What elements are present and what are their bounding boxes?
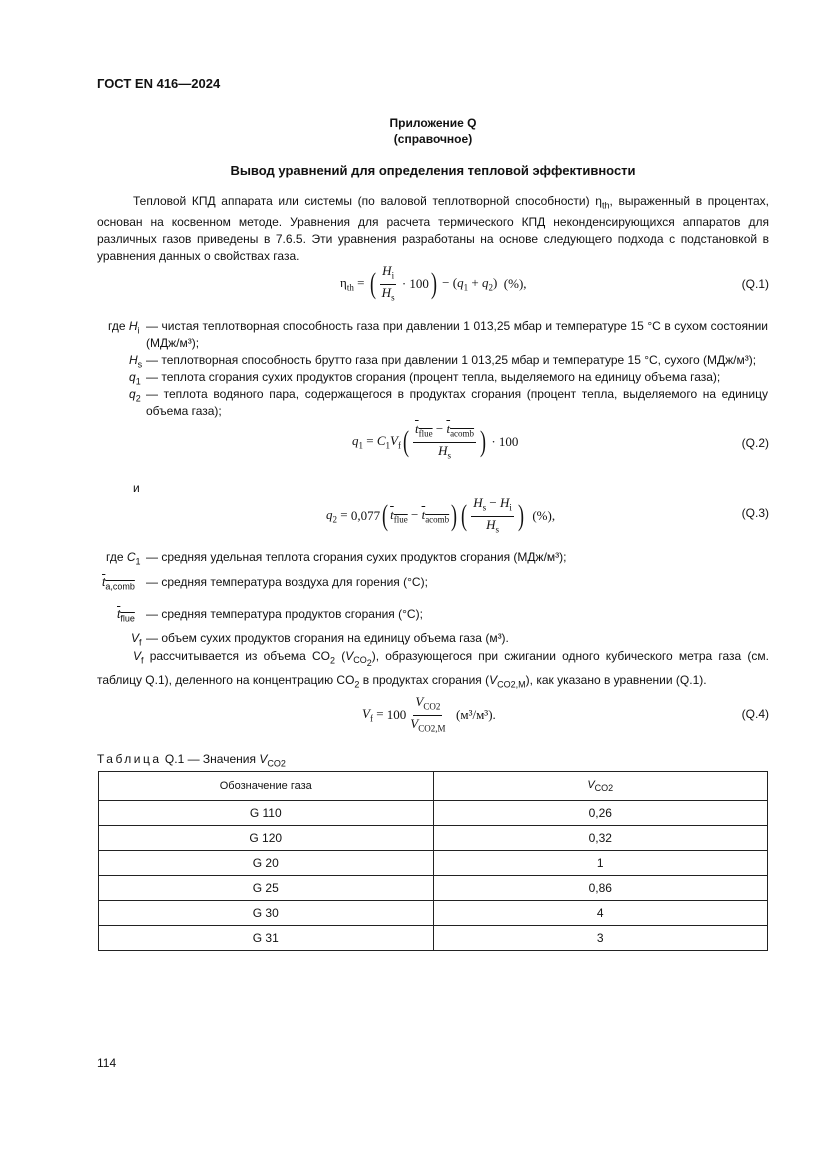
annex-subtitle: (справочное) xyxy=(393,132,473,146)
vf-text-d: , как указано в уравнении (Q.1). xyxy=(529,673,707,688)
q3-unit: (%), xyxy=(532,508,556,524)
q1-factor: 100 xyxy=(409,276,429,292)
equation-q2: $q_1 = C_1V_f$ ( $\frac{t_{flue} - t_{acomb}}{H_s}$ ) · 100 xyxy=(352,421,519,461)
ta-definition: — средняя температура воздуха для горения (°С); xyxy=(146,575,428,589)
table-caption-label: Таблица xyxy=(97,752,162,766)
annex-title: Приложение Q xyxy=(389,116,477,130)
equation-q3: $q_2$ = 0,077 ( $t_{flue} - t_{acomb}$ ) ( $\frac{H_s - H_i}{H_s}$ ) (%), xyxy=(326,495,556,535)
where-label-1: где xyxy=(108,319,126,333)
connector-and: и xyxy=(133,481,140,495)
table-header-vco2: $V_{CO2}$ xyxy=(433,772,768,801)
value-cell: 3 xyxy=(433,926,768,951)
vf-paragraph: $V_f$ рассчитывается из объема $CO_2$ $(V_{CO_2})$, образующегося при сжигании одного кубического метра газа (см. таблицу Q.1), деленного на концентрацию $CO_2$ в продуктах сгорания $(V_{CO2,M})$, как указано в уравнении (Q.1). xyxy=(97,649,769,690)
value-cell: 0,86 xyxy=(433,876,768,901)
table-header-row xyxy=(99,772,768,801)
q3-coef: 0,077 xyxy=(350,508,381,524)
vf-text-a: рассчитывается из объема CO xyxy=(149,649,331,663)
equation-q4: $V_f$ = 100 $\frac{V_{CO2}}{V_{CO2,M}}$ (м³/м³). xyxy=(362,694,496,734)
document-standard-header: ГОСТ EN 416—2024 xyxy=(97,76,221,91)
equation-q1: $\eta_{th}$ = ( $\frac{H_i}{H_s}$ · 100 ) − $(q_1 + q_2)$ (%), xyxy=(340,263,527,303)
equation-q1-number: (Q.1) xyxy=(741,277,769,291)
q1-definition: — теплота сгорания сухих продуктов сгорания (процент тепла, выделяемого на единицу объема газа); xyxy=(146,370,721,384)
value-cell: 0,32 xyxy=(433,826,768,851)
gas-cell: G 110 xyxy=(99,801,434,826)
c1-definition: — средняя удельная теплота сгорания сухих продуктов сгорания (МДж/м³); xyxy=(146,550,567,564)
value-cell: 0,26 xyxy=(433,801,768,826)
equation-q4-number: (Q.4) xyxy=(741,707,769,721)
table-caption-text: Q.1 — Значения xyxy=(164,752,256,766)
annex-heading: Вывод уравнений для определения тепловой эффективности xyxy=(230,163,636,178)
gas-cell: G 120 xyxy=(99,826,434,851)
q1-unit: (%), xyxy=(503,276,527,292)
table-row xyxy=(99,826,768,851)
intro-eta-sub: th xyxy=(601,200,610,211)
value-cell: 4 xyxy=(433,901,768,926)
table-row xyxy=(99,851,768,876)
table-header-gas: Обозначение газа xyxy=(99,772,434,801)
vf-definition: — объем сухих продуктов сгорания на единицу объема газа (м³). xyxy=(146,631,509,645)
q4-factor: 100 xyxy=(386,707,407,723)
table-row xyxy=(99,801,768,826)
table-row xyxy=(99,876,768,901)
hs-definition: — теплотворная способность брутто газа при давлении 1 013,25 мбар и температуре 15 °С, сухого (МДж/м³); xyxy=(146,353,757,367)
tf-definition: — средняя температура продуктов сгорания (°С); xyxy=(146,607,423,621)
vf-text-b: , образующегося при сжигании одного кубического метра газа (см. таблицу Q.1), деленного на концентрацию CO xyxy=(97,649,769,688)
gas-cell: G 20 xyxy=(99,851,434,876)
gas-values-table xyxy=(98,771,768,951)
equation-q3-number: (Q.3) xyxy=(741,506,769,520)
gas-cell: G 25 xyxy=(99,876,434,901)
value-cell: 1 xyxy=(433,851,768,876)
q4-unit: (м³/м³). xyxy=(456,707,496,723)
q2-definition: — теплота водяного пара, содержащегося в продуктах сгорания (процент тепла, выделяемого на единицу объема газа); xyxy=(146,387,768,418)
page-number: 114 xyxy=(97,1056,117,1070)
table-row xyxy=(99,926,768,951)
gas-cell: G 30 xyxy=(99,901,434,926)
hi-definition: — чистая теплотворная способность газа при давлении 1 013,25 мбар и температуре 15 °С в сухом состоянии (МДж/м³); xyxy=(146,319,768,350)
intro-paragraph xyxy=(97,193,769,265)
table-caption: Таблица Q.1 — Значения $V_{CO2}$ xyxy=(97,752,286,769)
gas-cell: G 31 xyxy=(99,926,434,951)
where-label-2: где xyxy=(106,550,124,564)
vf-text-c: в продуктах сгорания xyxy=(362,673,482,688)
intro-text-a: Тепловой КПД аппарата или системы (по валовой теплотворной способности) η xyxy=(133,194,602,208)
table-row xyxy=(99,901,768,926)
equation-q2-number: (Q.2) xyxy=(741,436,769,450)
intro-text-b: , выраженный в процентах, основан на косвенном методе. Уравнения для расчета термического КПД неконденсирующихся аппаратов для различных газов приведены в 7.6.5. Эти уравнения разработаны на основе следующего подхода с подстановкой в уравнения данных о свойствах газа. xyxy=(97,194,769,264)
